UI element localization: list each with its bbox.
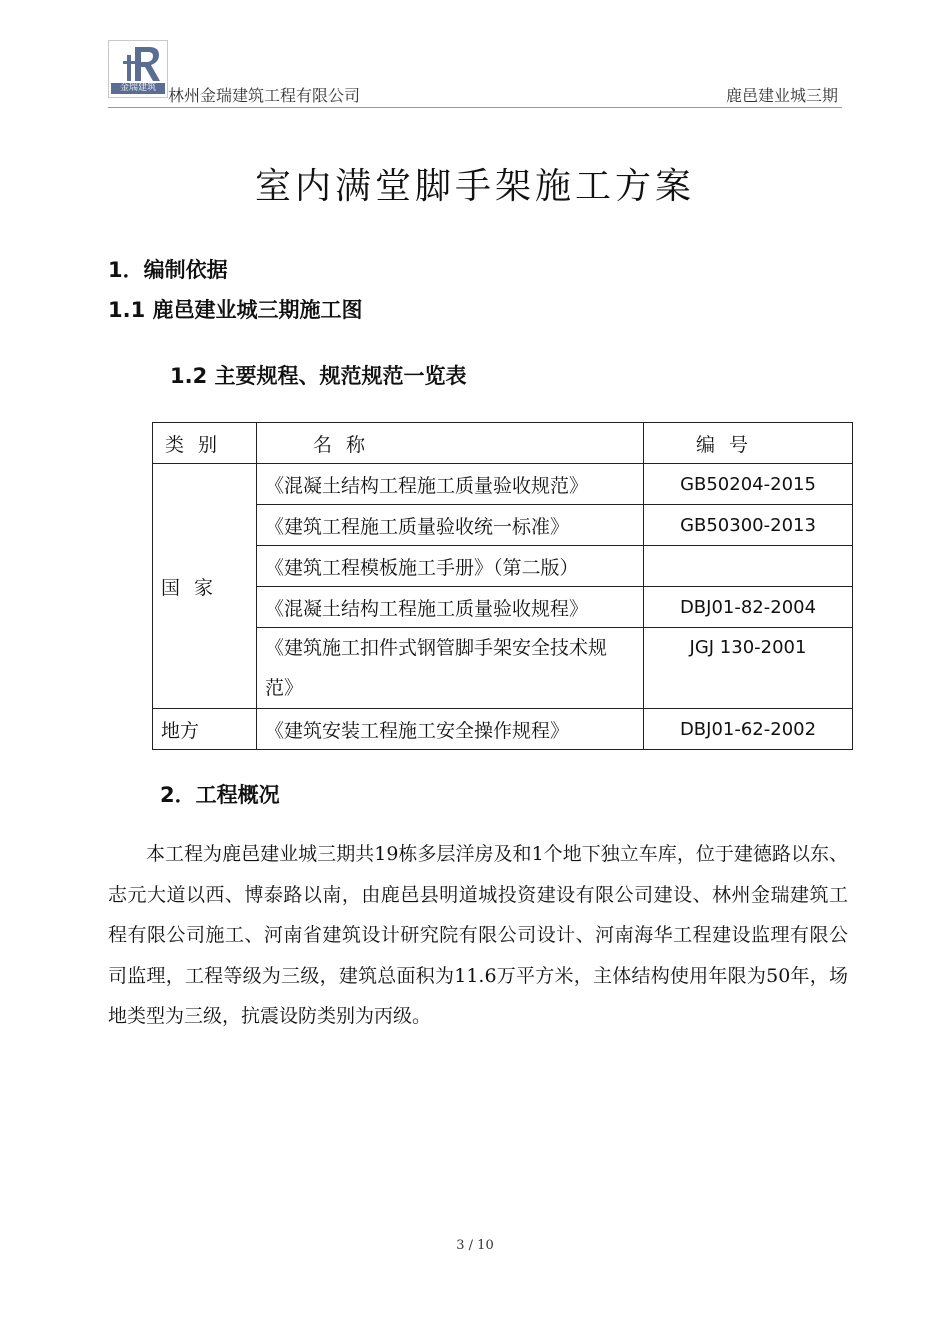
logo-text: 金瑞建筑: [111, 83, 165, 94]
standard-code: GB50300-2013: [644, 505, 853, 546]
company-logo: [108, 40, 168, 98]
table-row: [153, 464, 853, 505]
standard-name: 《混凝土结构工程施工质量验收规范》: [257, 464, 644, 505]
page-number: 3 / 10: [456, 1238, 494, 1253]
standard-code: DBJ01-82-2004: [644, 587, 853, 628]
table-row: [153, 709, 853, 750]
table-row: [153, 546, 853, 587]
standard-code: GB50204-2015: [644, 464, 853, 505]
header-company: 林州金瑞建筑工程有限公司: [168, 86, 361, 105]
section-heading-1-1: 1.1 鹿邑建业城三期施工图: [108, 298, 363, 322]
standard-code: DBJ01-62-2002: [644, 709, 853, 750]
table-row: [153, 505, 853, 546]
column-header-code: 编号: [644, 423, 853, 464]
section-heading-1-2: 1.2 主要规程、规范规范一览表: [170, 364, 467, 388]
column-header-name: 名称: [257, 423, 644, 464]
category-cell: 地方: [153, 709, 257, 750]
section-heading-1: 1．编制依据: [108, 258, 228, 282]
standard-name: 《建筑施工扣件式钢管脚手架安全技术规范》: [257, 628, 644, 709]
header-rule: [108, 107, 842, 108]
project-overview-paragraph: 本工程为鹿邑建业城三期共19栋多层洋房及和1个地下独立车库，位于建德路以东、志元大道以西、博泰路以南，由鹿邑县明道城投资建设有限公司建设、林州金瑞建筑工程有限公司施工、河南省建筑设计研究院有限公司设计、河南海华工程建设监理有限公司监理，工程等级为三级，建筑总面积为11.6万平方米，主体结构使用年限为50年，场地类型为三级，抗震设防类别为丙级。: [108, 843, 848, 1027]
logo-mark-icon: [115, 43, 163, 83]
header-project: 鹿邑建业城三期: [725, 86, 838, 105]
document-title: 室内满堂脚手架施工方案: [254, 166, 695, 207]
standard-name: 《混凝土结构工程施工质量验收规程》: [257, 587, 644, 628]
standard-name: 《建筑安装工程施工安全操作规程》: [257, 709, 644, 750]
standard-name: 《建筑工程施工质量验收统一标准》: [257, 505, 644, 546]
section-heading-2: 2．工程概况: [160, 783, 280, 807]
table-header-row: [153, 423, 853, 464]
standards-table: [152, 422, 853, 750]
column-header-category: 类别: [153, 423, 257, 464]
category-cell: 国家: [153, 464, 257, 709]
table-row: [153, 628, 853, 709]
standard-code: JGJ 130-2001: [644, 628, 853, 709]
table-row: [153, 587, 853, 628]
standard-code: [644, 546, 853, 587]
standard-name: 《建筑工程模板施工手册》（第二版）: [257, 546, 644, 587]
